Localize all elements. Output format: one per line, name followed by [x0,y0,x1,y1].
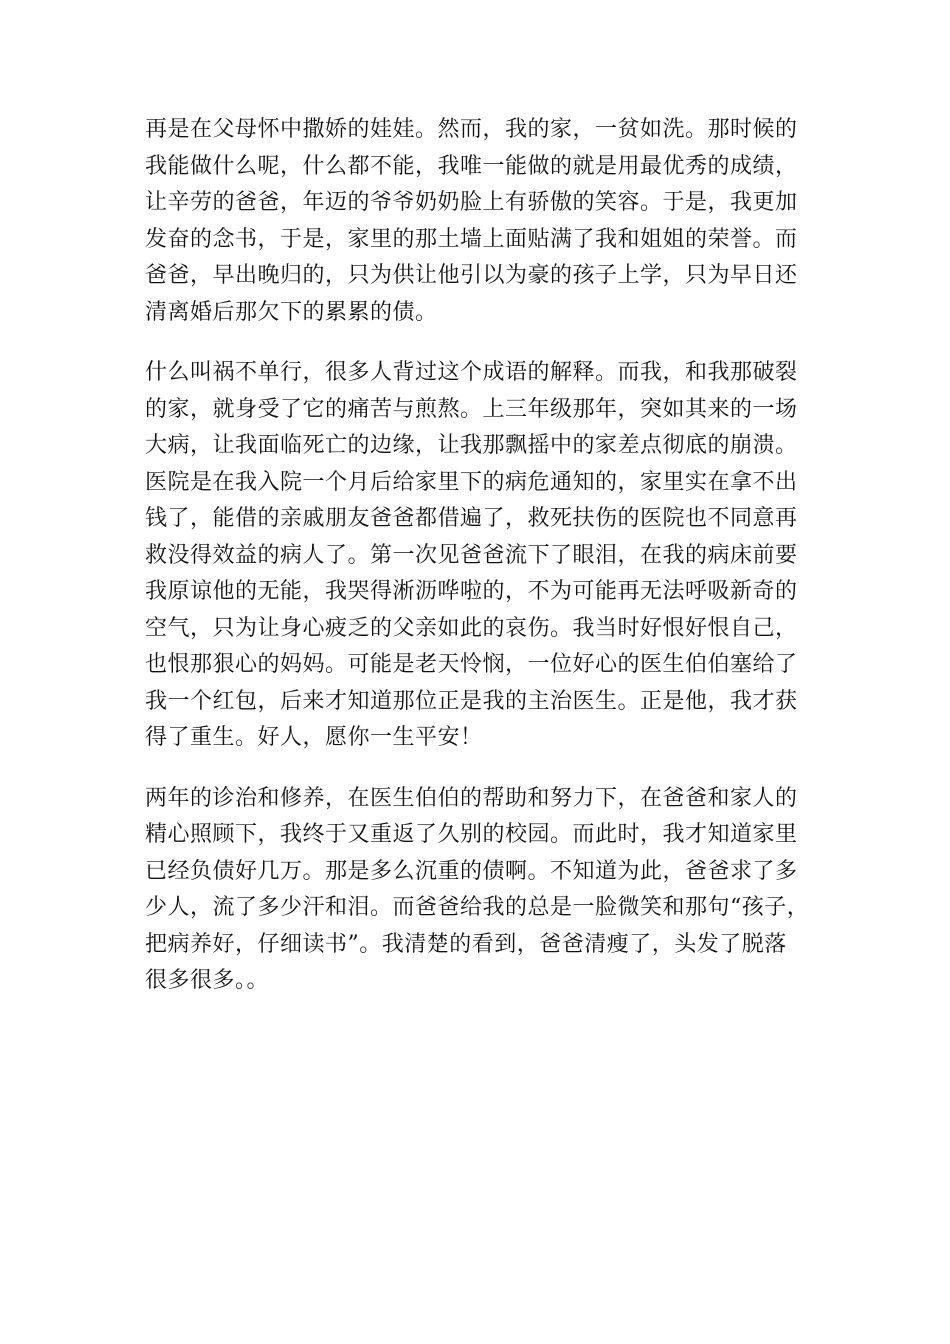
text-line: 我能做什么呢，什么都不能，我唯一能做的就是用最优秀的成绩， [145,153,798,179]
text-line: 也恨那狠心的妈妈。可能是老天怜悯，一位好心的医生伯伯塞给了 [145,652,798,677]
body-text [145,112,820,1024]
text-line: 我一个红包，后来才知道那位正是我的主治医生。正是他，我才获 [145,688,798,714]
text-line: 的家，就身受了它的痛苦与煎熬。上三年级那年，突如其来的一场 [145,396,798,422]
text-line: 空气，只为让身心疲乏的父亲如此的哀伤。我当时好恨好恨自己， [145,615,798,641]
text-line: 让辛劳的爸爸，年迈的爷爷奶奶脸上有骄傲的笑容。于是，我更加 [145,190,798,215]
text-line: 爸爸，早出晚归的，只为供让他引以为豪的孩子上学，只为早日还 [145,263,798,288]
text-line: 得了重生。好人，愿你一生平安！ [145,725,483,750]
text-line: 发奋的念书，于是，家里的那土墙上面贴满了我和姐姐的荣誉。而 [145,226,798,252]
text-line: 什么叫祸不单行，很多人背过这个成语的解释。而我，和我那破裂 [145,360,798,385]
text-line: 已经负债好几万。那是多么沉重的债啊。不知道为此，爸爸求了多 [145,858,798,884]
text-line: 少人，流了多少汗和泪。而爸爸给我的总是一脸微笑和那句“孩子， [145,895,810,920]
text-line: 清离婚后那欠下的累累的债。 [145,299,438,325]
text-line: 两年的诊治和修养，在医生伯伯的帮助和努力下，在爸爸和家人的 [145,785,798,811]
paragraph-1 [145,112,820,331]
paragraph-2 [145,355,820,757]
text-line: 医院是在我入院一个月后给家里下的病危通知的，家里实在拿不出 [145,469,798,495]
text-line: 钱了，能借的亲戚朋友爸爸都借遍了，救死扶伤的医院也不同意再 [145,506,798,531]
paragraph-3 [145,781,820,1000]
text-line: 很多很多。。 [145,968,270,993]
text-line: 我原谅他的无能，我哭得淅沥哗啦的，不为可能再无法呼吸新奇的 [145,579,798,604]
text-line: 救没得效益的病人了。第一次见爸爸流下了眼泪，在我的病床前要 [145,542,798,568]
text-line: 精心照顾下，我终于又重返了久别的校园。而此时，我才知道家里 [145,822,798,847]
text-line: 把病养好，仔细读书”。我清楚的看到，爸爸清瘦了，头发了脱落 [145,931,787,957]
text-line: 再是在父母怀中撒娇的娃娃。然而，我的家，一贫如洗。那时候的 [145,117,798,142]
text-line: 大病，让我面临死亡的边缘，让我那飘摇中的家差点彻底的崩溃。 [145,433,798,458]
